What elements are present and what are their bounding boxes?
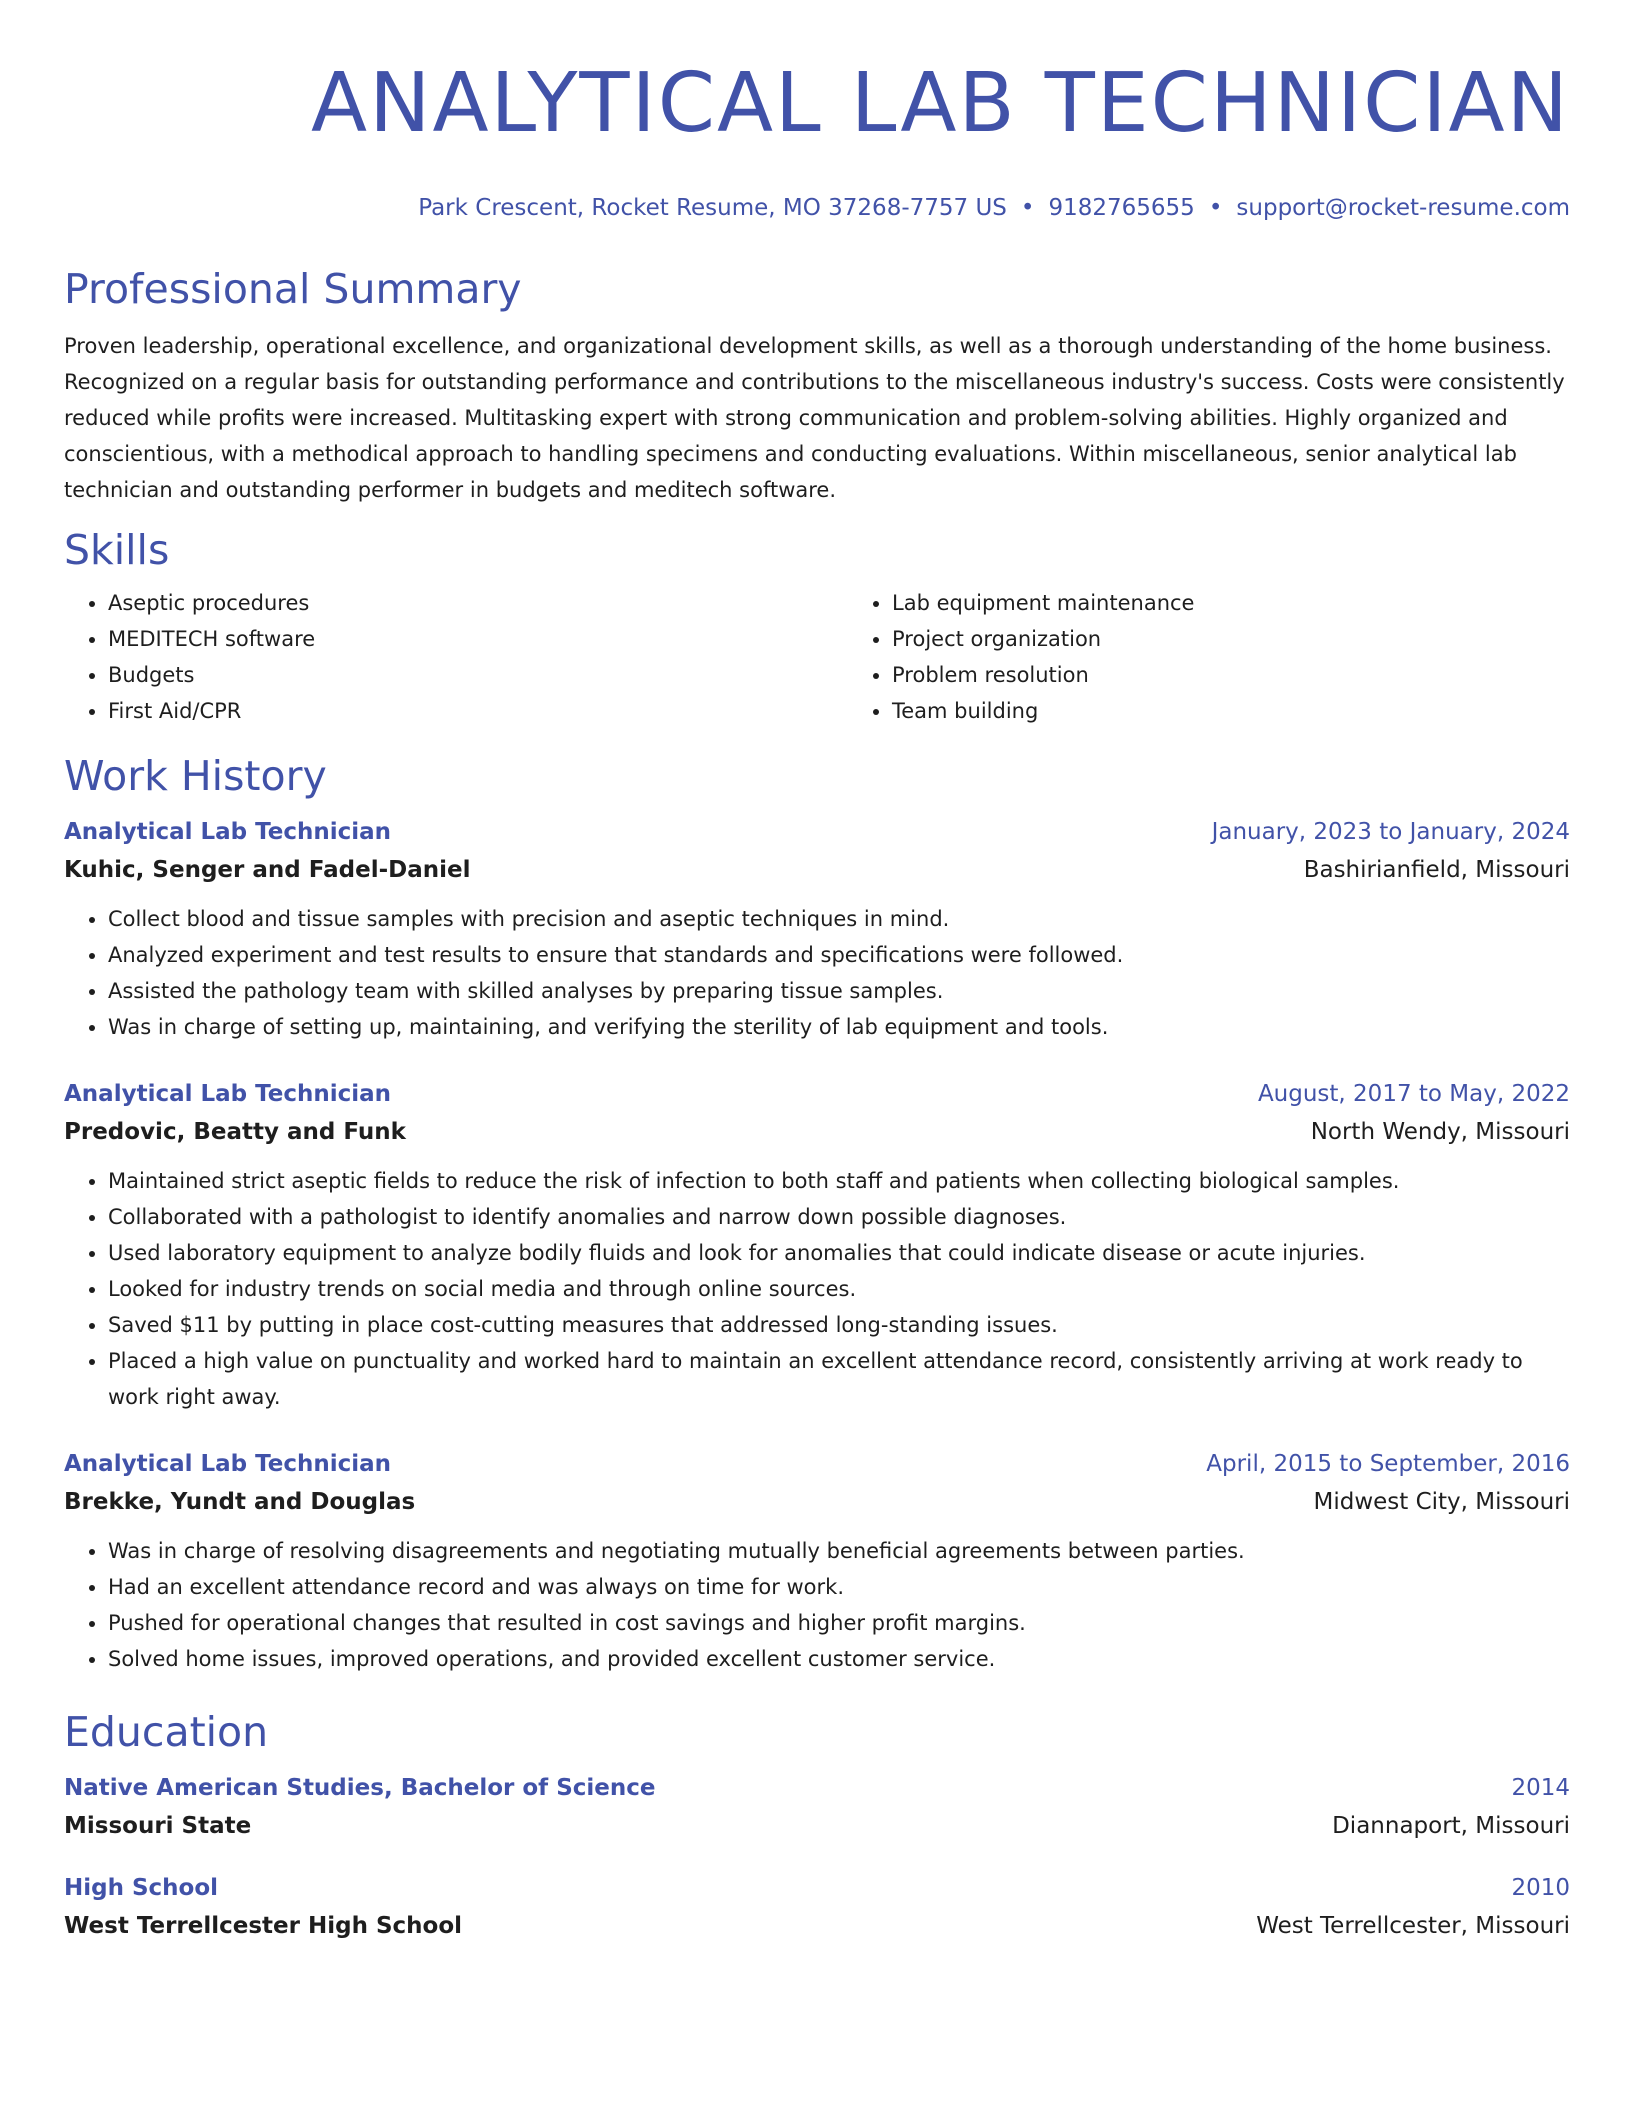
education-school: Missouri State: [64, 1813, 252, 1839]
job-title: Analytical Lab Technician: [64, 819, 392, 845]
job-bullet: • Assisted the pathology team with skilled analyses by preparing tissue samples.: [108, 973, 1570, 1009]
skills-column-1: [64, 585, 848, 729]
education-degree: Native American Studies, Bachelor of Science: [64, 1775, 656, 1801]
job-bullet: • Saved $11 by putting in place cost-cutting measures that addressed long-standing issues.: [108, 1307, 1570, 1343]
summary-text: Proven leadership, operational excellence, and organizational development skills, as well as a thorough understanding of the home business. Recognized on a regular basis for outstanding performance and contributions to the miscellaneous industry's success. Costs were consistently reduced while profits were increased. Multitasking expert with strong communication and problem-solving abilities. Highly organized and conscientious, with a methodical approach to handling specimens and conducting evaluations. Within miscellaneous, senior analytical lab technician and outstanding performer in budgets and meditech software.: [64, 334, 1565, 502]
job-bullet: • Solved home issues, improved operations, and provided excellent customer service.: [108, 1641, 1570, 1677]
job-bullet: • Pushed for operational changes that resulted in cost savings and higher profit margins.: [108, 1605, 1570, 1641]
job-dates: April, 2015 to September, 2016: [1206, 1451, 1570, 1477]
job-bullet: • Looked for industry trends on social media and through online sources.: [108, 1271, 1570, 1307]
education-entry: [64, 1769, 1570, 1845]
education-heading: Education: [64, 1708, 269, 1756]
education-year: 2014: [1511, 1775, 1570, 1801]
skill-item: • Project organization: [892, 621, 1548, 657]
skill-item: • Problem resolution: [892, 657, 1548, 693]
job-bullet: • Was in charge of resolving disagreements and negotiating mutually beneficial agreements between parties.: [108, 1533, 1570, 1569]
skill-item: • Lab equipment maintenance: [892, 585, 1548, 621]
skills-heading: Skills: [64, 526, 170, 574]
summary-heading: Professional Summary: [64, 265, 522, 313]
job-entry: [64, 1445, 1570, 1677]
job-bullet: • Placed a high value on punctuality and worked hard to maintain an excellent attendance record, consistently arriving at work ready to work right away.: [108, 1343, 1570, 1415]
job-entry: [64, 1075, 1570, 1415]
resume-name: ANALYTICAL LAB TECHNICIAN: [311, 56, 1570, 151]
job-bullet: • Maintained strict aseptic fields to reduce the risk of infection to both staff and patients when collecting biological samples.: [108, 1163, 1570, 1199]
skill-item: • First Aid/CPR: [108, 693, 848, 729]
contact-line: [64, 193, 1570, 223]
education-degree: High School: [64, 1875, 219, 1901]
job-bullets: [64, 901, 1570, 1045]
skill-item: • MEDITECH software: [108, 621, 848, 657]
contact-phone: 9182765655: [1048, 195, 1195, 221]
job-title: Analytical Lab Technician: [64, 1081, 392, 1107]
job-bullet: • Analyzed experiment and test results to ensure that standards and specifications were followed.: [108, 937, 1570, 973]
contact-email[interactable]: support@rocket-resume.com: [1236, 195, 1570, 221]
job-location: Bashirianfield, Missouri: [1303, 857, 1570, 883]
skills-list: [64, 585, 1570, 729]
resume-header: [64, 58, 1570, 223]
job-bullet: • Was in charge of setting up, maintaining, and verifying the sterility of lab equipment and tools.: [108, 1009, 1570, 1045]
contact-separator: •: [1020, 195, 1035, 221]
job-title: Analytical Lab Technician: [64, 1451, 392, 1477]
education-year: 2010: [1511, 1875, 1570, 1901]
education-location: Diannaport, Missouri: [1332, 1813, 1570, 1839]
job-entry: [64, 813, 1570, 1045]
skill-item: • Team building: [892, 693, 1548, 729]
job-company: Brekke, Yundt and Douglas: [64, 1489, 416, 1515]
education-location: West Terrellcester, Missouri: [1256, 1913, 1570, 1939]
skill-item: • Budgets: [108, 657, 848, 693]
job-company: Kuhic, Senger and Fadel-Daniel: [64, 857, 471, 883]
job-location: Midwest City, Missouri: [1313, 1489, 1570, 1515]
job-bullet: • Used laboratory equipment to analyze bodily fluids and look for anomalies that could indicate disease or acute injuries.: [108, 1235, 1570, 1271]
skills-column-2: [848, 585, 1548, 729]
job-bullet: • Had an excellent attendance record and was always on time for work.: [108, 1569, 1570, 1605]
job-location: North Wendy, Missouri: [1310, 1119, 1570, 1145]
job-dates: August, 2017 to May, 2022: [1257, 1081, 1570, 1107]
work-history-heading: Work History: [64, 752, 327, 800]
contact-separator: •: [1208, 195, 1223, 221]
job-company: Predovic, Beatty and Funk: [64, 1119, 406, 1145]
job-bullets: [64, 1163, 1570, 1415]
job-bullet: • Collaborated with a pathologist to identify anomalies and narrow down possible diagnoses.: [108, 1199, 1570, 1235]
education-entry: [64, 1869, 1570, 1945]
contact-address: Park Crescent, Rocket Resume, MO 37268-7757 US: [418, 195, 1007, 221]
job-bullet: • Collect blood and tissue samples with precision and aseptic techniques in mind.: [108, 901, 1570, 937]
job-bullets: [64, 1533, 1570, 1677]
job-dates: January, 2023 to January, 2024: [1211, 819, 1570, 845]
education-school: West Terrellcester High School: [64, 1913, 463, 1939]
skill-item: • Aseptic procedures: [108, 585, 848, 621]
